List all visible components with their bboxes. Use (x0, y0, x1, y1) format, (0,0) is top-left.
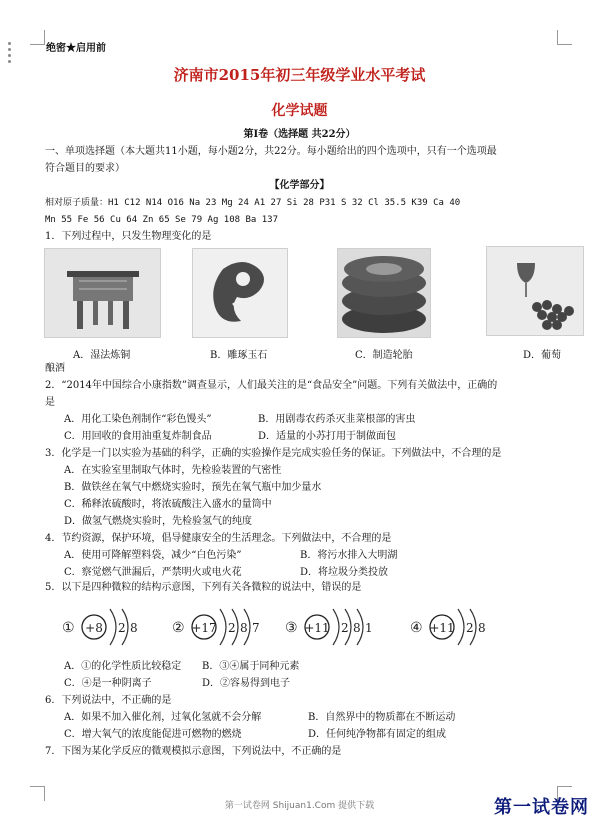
corner-mark-top-left (30, 30, 45, 45)
instructions-line-2: 符合题目的要求） (45, 163, 125, 174)
electron-count: 8 (478, 621, 486, 635)
q6-option-b: B．自然界中的物质都在不断运动 (308, 712, 456, 723)
q2-option-b: B．用剧毒农药杀灭韭菜根部的害虫 (258, 414, 416, 425)
atomic-mass-line-2: Mn 55 Fe 56 Cu 64 Zn 65 Se 79 Ag 108 Ba 137 (45, 215, 278, 225)
corner-mark-bottom-left (30, 786, 45, 801)
bronze-vessel-icon (45, 249, 160, 337)
electron-shell-arc (220, 609, 226, 645)
q4-option-a: A．使用可降解塑料袋，减少“白色污染” (64, 550, 242, 561)
electron-shell-arc (110, 609, 116, 645)
q2-option-c: C．用回收的食用油重复炸制食品 (64, 431, 212, 442)
q1-photo-c (337, 248, 431, 338)
nucleus-charge: +17 (191, 621, 217, 635)
corner-mark-top-right (557, 30, 572, 45)
q6-option-c: C．增大氧气的浓度能促进可燃物的燃烧 (64, 729, 242, 740)
q5-stem: 5．以下是四种微粒的结构示意图，下列有关各微粒的说法中，错误的是 (45, 582, 362, 593)
electron-count: 2 (118, 621, 126, 635)
instructions-line-1: 一、单项选择题（本大题共11小题，每小题2分，共22分。每小题给出的四个选项中，只有一个选项最 (45, 146, 497, 157)
electron-count: 8 (353, 621, 361, 635)
q3-option-a: A．在实验室里制取气体时，先检验装置的气密性 (64, 465, 282, 476)
q3-option-b: B．做铁丝在氧气中燃烧实验时，预先在氧气瓶中加少量水 (64, 482, 322, 493)
atom-number-label: ② (172, 620, 185, 636)
q1-photo-a (44, 248, 161, 338)
chem-part-heading: 【化学部分】 (269, 180, 330, 191)
q4-option-d: D．将垃圾分类投放 (300, 567, 389, 578)
atom-number-label: ① (62, 620, 75, 636)
q1-option-a: A．湿法炼铜 (73, 350, 131, 361)
q6-option-a: A．如果不加入催化剂，过氧化氢就不会分解 (64, 712, 262, 723)
atom-diagram-3 (285, 604, 405, 650)
nucleus-charge: +11 (429, 621, 455, 635)
drag-handle-icon[interactable] (7, 42, 13, 66)
tire-stack-icon (338, 249, 430, 337)
electron-shell-arc (458, 609, 464, 645)
q3-stem: 3．化学是一门以实验为基础的科学，正确的实验操作是完成实验任务的保证。下列做法中，不合理的是 (45, 448, 502, 459)
electron-count: 7 (252, 621, 260, 635)
atom-diagram-2 (172, 604, 292, 650)
q2-stem-line-1: 2．“2014年中国综合小康指数”调查显示，人们最关注的是“食品安全”问题。下列有关做法中，正确的 (45, 380, 498, 391)
q3-option-c: C．稀释浓硫酸时，将浓硫酸注入盛水的量筒中 (64, 499, 272, 510)
q4-stem: 4．节约资源，保护环境，倡导健康安全的生活理念。下列做法中，不合理的是 (45, 533, 392, 544)
q1-option-d: D．葡萄 (523, 350, 562, 361)
q6-stem: 6．下列说法中，不正确的是 (45, 695, 172, 706)
site-logo: 第一试卷网 (494, 797, 589, 818)
nucleus-charge: +11 (304, 621, 330, 635)
subject-title: 化学试题 (271, 103, 328, 119)
q1-stem: 1．下列过程中，只发生物理变化的是 (45, 231, 212, 242)
q5-option-c: C．④是一种阴离子 (64, 678, 152, 689)
footer-text: 第一试卷网 Shijuan1.Com 提供下载 (224, 801, 375, 811)
electron-count: 2 (341, 621, 349, 635)
q7-stem: 7．下图为某化学反应的微观模拟示意图，下列说法中，不正确的是 (45, 746, 342, 757)
atom-diagram-1 (62, 604, 182, 650)
q1-option-b: B．雕琢玉石 (210, 350, 268, 361)
atom-diagram-4 (410, 604, 530, 650)
secret-label: 绝密★启用前 (46, 43, 106, 54)
electron-count: 1 (365, 621, 373, 635)
electron-count: 2 (228, 621, 236, 635)
q5-option-b: B．③④属于同种元素 (202, 661, 300, 672)
atom-number-label: ③ (285, 620, 298, 636)
electron-count: 8 (240, 621, 248, 635)
q3-option-d: D．做氢气燃烧实验时，先检验氢气的纯度 (64, 516, 253, 527)
q2-stem-line-2: 是 (45, 397, 55, 408)
part-heading: 第Ⅰ卷（选择题 共22分） (243, 129, 356, 140)
q4-option-b: B．将污水排入大明湖 (300, 550, 398, 561)
atom-number-label: ④ (410, 620, 423, 636)
q6-option-d: D．任何纯净物都有固定的组成 (308, 729, 447, 740)
q5-option-d: D．②容易得到电子 (202, 678, 291, 689)
q1-option-d-overflow: 酿酒 (45, 363, 65, 374)
q2-option-a: A．用化工染色剂制作“彩色馒头” (64, 414, 212, 425)
q1-option-c: C．制造轮胎 (355, 350, 413, 361)
grapes-wine-icon (487, 247, 583, 335)
jade-carving-icon (193, 249, 287, 337)
q5-option-a: A．①的化学性质比较稳定 (64, 661, 182, 672)
q1-photo-d (486, 246, 584, 336)
electron-count: 8 (130, 621, 138, 635)
q4-option-c: C．察觉燃气泄漏后，严禁明火或电火花 (64, 567, 242, 578)
q1-photo-b (192, 248, 288, 338)
q2-option-d: D．适量的小苏打用于制做面包 (258, 431, 397, 442)
atomic-mass-line-1: 相对原子质量：H1 C12 N14 O16 Na 23 Mg 24 A1 27 Si 28 P31 S 32 Cl 35.5 K39 Ca 40 (45, 198, 461, 208)
page-title: 济南市2015年初三年级学业水平考试 (173, 66, 426, 84)
electron-count: 2 (466, 621, 474, 635)
nucleus-charge: +8 (85, 621, 103, 635)
electron-shell-arc (333, 609, 339, 645)
